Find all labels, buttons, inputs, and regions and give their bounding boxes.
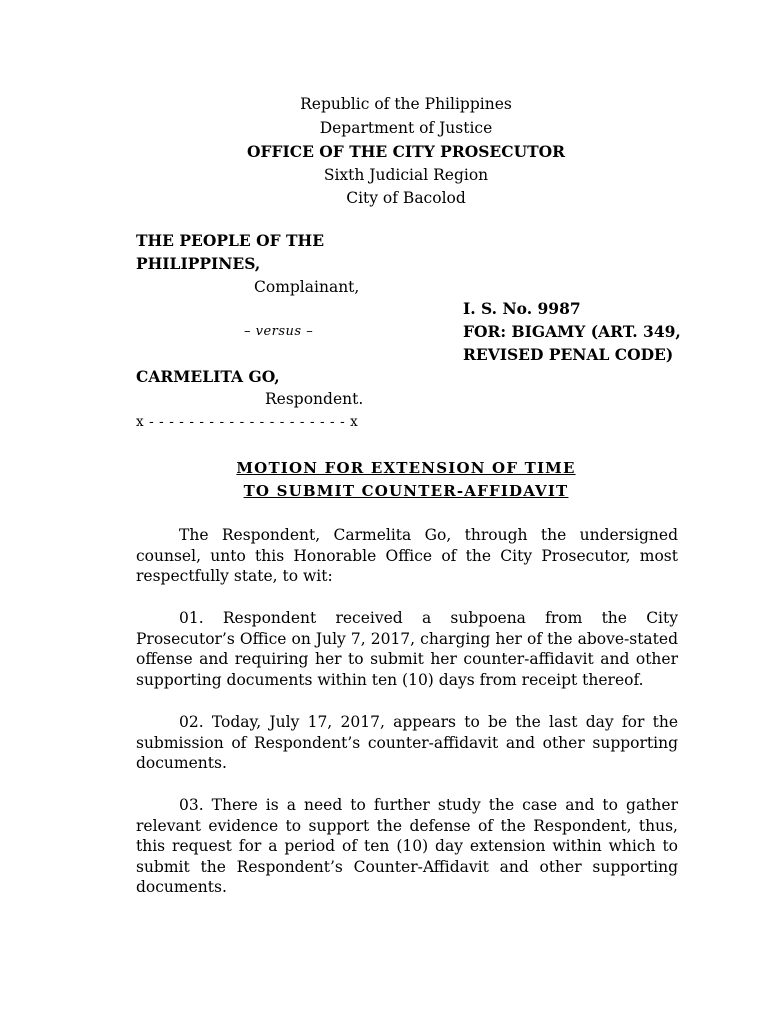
complainant-name-line1: THE PEOPLE OF THE bbox=[136, 231, 325, 250]
paragraph-01: 01. Respondent received a subpoena from the City Prosecutor’s Office on July 7, 2017, charging her of the above-stated offense and requiring her to submit her counter-affidavit and other supporting documents within ten (10) days from receipt thereof. bbox=[136, 609, 678, 689]
case-number: I. S. No. 9987 bbox=[463, 299, 581, 318]
respondent-label: Respondent. bbox=[265, 390, 364, 408]
versus-label: – versus – bbox=[244, 324, 314, 339]
paragraph-03: 03. There is a need to further study the case and to gather relevant evidence to support the defense of the Respondent, thus, this request for a period of ten (10) day extension within which to submit the Respondent’s Counter-Affidavit and other supporting documents. bbox=[136, 796, 678, 896]
document-header bbox=[0, 93, 768, 211]
complainant-name-line2-text: PHILIPPINES bbox=[136, 254, 255, 273]
header-city: City of Bacolod bbox=[346, 189, 466, 207]
charge-line1: FOR: BIGAMY (ART. 349, bbox=[463, 322, 681, 341]
paragraph-02: 02. Today, July 17, 2017, appears to be the last day for the submission of Respondent’s counter-affidavit and other supporting documents. bbox=[136, 713, 678, 772]
caption-separator: x - - - - - - - - - - - - - - - - - - - - x bbox=[136, 414, 359, 430]
header-region: Sixth Judicial Region bbox=[323, 165, 489, 184]
respondent-name: CARMELITA GO, bbox=[136, 367, 280, 386]
complainant-label: Complainant, bbox=[254, 278, 360, 296]
header-office: OFFICE OF THE CITY PROSECUTOR bbox=[247, 142, 565, 161]
charge-line2: REVISED PENAL CODE) bbox=[463, 345, 674, 364]
motion-title-line1: MOTION FOR EXTENSION OF TIME bbox=[236, 459, 576, 477]
motion-title-line2: TO SUBMIT COUNTER-AFFIDAVIT bbox=[243, 482, 569, 500]
complainant-name-line2: PHILIPPINES, bbox=[136, 254, 261, 273]
header-republic: Republic of the Philippines bbox=[300, 95, 512, 113]
intro-paragraph: The Respondent, Carmelita Go, through the undersigned counsel, unto this Honorable Office of the City Prosecutor, most respectfully state, to wit: bbox=[136, 526, 678, 585]
header-department: Department of Justice bbox=[319, 118, 493, 137]
